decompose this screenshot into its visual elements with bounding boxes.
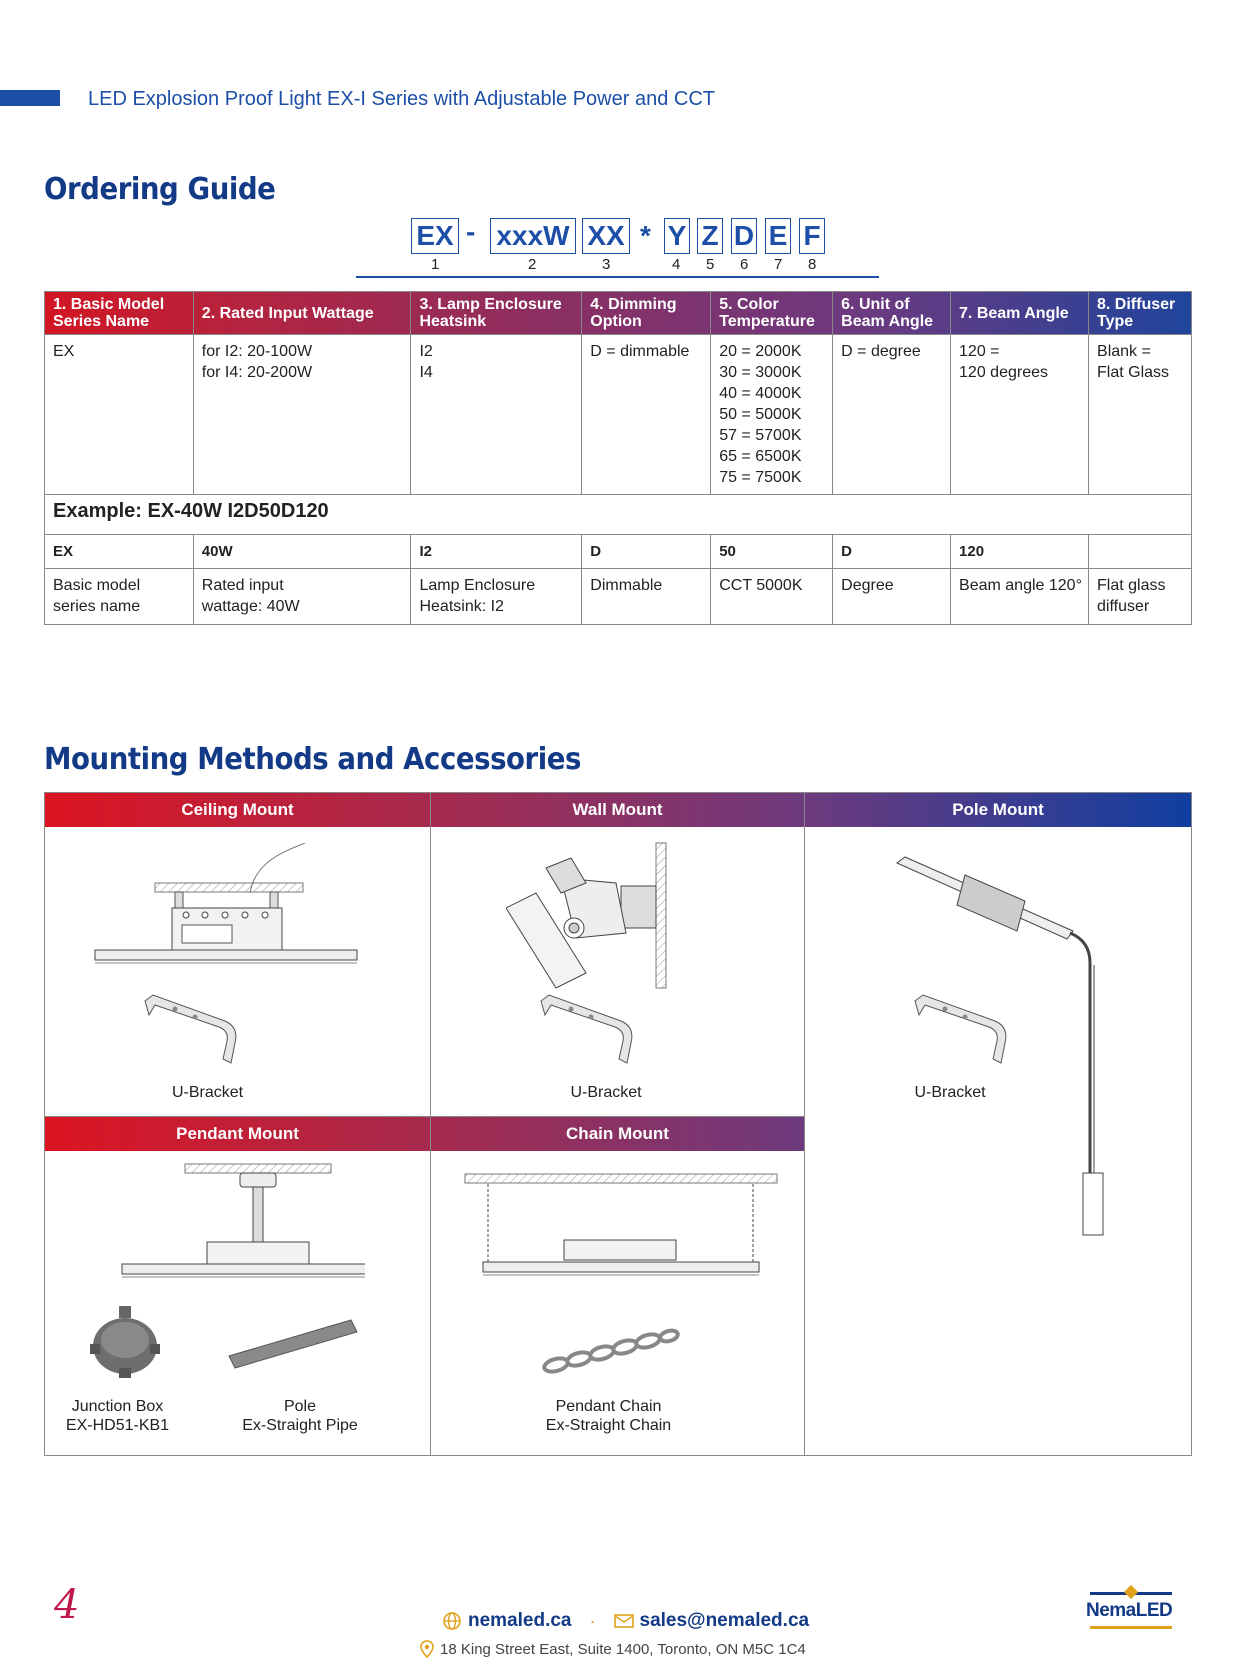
desc-line: Degree [841,577,894,594]
code-box-3: XX [582,218,630,254]
table-header-row [45,292,1192,335]
footer-address-line [420,1640,806,1658]
option-text: EX [53,343,75,360]
code-box-6: D [731,218,757,254]
code-number: 3 [602,256,611,273]
option-text: for I4: 20-200W [201,364,313,381]
header-cell: 7. Beam Angle [951,292,1089,335]
example-code: 40W [193,535,411,569]
wall-accessory-caption: U-Bracket [570,1084,642,1101]
u-bracket-icon [905,993,1025,1073]
option-text: 57 = 5700K [719,427,802,444]
junction-box-caption [45,1397,190,1435]
code-star: * [640,220,651,251]
code-number: 6 [740,256,749,273]
location-pin-icon [420,1640,434,1658]
address-text: 18 King Street East, Suite 1400, Toronto, ON M5C 1C4 [440,1640,806,1658]
code-underline [356,276,879,278]
caption-line: Pendant Chain [555,1398,662,1415]
caption-line: Ex-Straight Pipe [242,1417,358,1434]
logo-text: NemaLED [1086,1600,1173,1621]
table-cell [711,335,833,495]
code-number: 1 [431,256,440,273]
u-bracket-icon [135,993,255,1073]
table-cell [193,335,411,495]
desc-line: wattage: 40W [201,598,300,615]
example-desc [711,569,833,625]
table-cell [833,335,951,495]
desc-line: series name [53,598,141,615]
ceiling-mount-header: Ceiling Mount [45,793,430,827]
nemaled-logo [1082,1592,1178,1632]
chain-icon [541,1327,681,1377]
pole-mount-header: Pole Mount [805,793,1191,827]
chain-mount-cell [430,1116,805,1456]
table-cell [45,335,194,495]
header-cell: 2. Rated Input Wattage [193,292,411,335]
example-desc [193,569,411,625]
example-code: D [833,535,951,569]
header-cell: 8. Diffuser Type [1089,292,1192,335]
chain-mount-drawing [461,1172,781,1282]
mounting-title: Mounting Methods and Accessories [44,742,581,777]
u-bracket-icon [531,993,651,1073]
example-code-row [45,535,1192,569]
example-desc [582,569,711,625]
desc-line: CCT 5000K [719,577,803,594]
ceiling-accessory-caption: U-Bracket [171,1084,244,1101]
header-cell: 5. Color Temperature [711,292,833,335]
email-link[interactable]: sales@nemaled.ca [639,1610,810,1631]
header-cell: 1. Basic Model Series Name [45,292,194,335]
code-box-5: Z [697,218,723,254]
table-cell [951,335,1089,495]
globe-icon [442,1611,462,1631]
ordering-guide-title: Ordering Guide [44,172,276,207]
option-text: 30 = 3000K [719,364,802,381]
pole-pipe-caption [220,1397,380,1435]
wall-mount-header: Wall Mount [431,793,804,827]
caption-line: Ex-Straight Chain [545,1417,672,1434]
desc-line: diffuser [1097,598,1150,615]
option-text: 75 = 7500K [719,469,802,486]
footer-contact-line [442,1610,809,1632]
example-code [1089,535,1192,569]
option-text: I2 [419,343,433,360]
mail-icon [614,1613,634,1629]
footer-separator: · [589,1610,596,1631]
header-cell: 4. Dimming Option [582,292,711,335]
code-box-7: E [765,218,791,254]
desc-line: Lamp Enclosure [419,577,536,594]
example-desc [1089,569,1192,625]
pendant-mount-drawing [75,1162,365,1292]
code-number: 7 [774,256,783,273]
option-text: Flat Glass [1097,364,1170,381]
desc-line: Beam angle 120° [959,577,1082,594]
table-cell [1089,335,1192,495]
caption-line: EX-HD51-KB1 [65,1417,170,1434]
code-box-4: Y [664,218,690,254]
straight-pipe-icon [225,1312,365,1372]
option-text: Blank = [1097,343,1151,360]
code-box-2: xxxW [490,218,576,254]
pendant-mount-cell [44,1116,431,1456]
header-accent-bar [0,90,60,106]
code-dash: - [466,216,476,247]
code-number: 8 [808,256,817,273]
example-title: Example: EX-40W I2D50D120 [45,495,1192,535]
page-number: 4 [54,1582,80,1628]
option-text: 40 = 4000K [719,385,802,402]
example-desc [833,569,951,625]
code-number: 2 [528,256,537,273]
junction-box-icon [85,1302,165,1382]
table-row [45,335,1192,495]
table-cell [582,335,711,495]
ceiling-mount-cell [44,792,431,1117]
code-box-1: EX [411,218,459,254]
caption-line: Junction Box [71,1398,164,1415]
example-desc [411,569,582,625]
header-cell: 3. Lamp Enclosure Heatsink [411,292,582,335]
option-text: 120 degrees [959,364,1048,381]
ordering-table [44,291,1192,625]
example-desc [951,569,1089,625]
caption-line: Pole [283,1398,317,1415]
desc-line: Flat glass [1097,577,1166,594]
example-desc-row [45,569,1192,625]
wall-mount-drawing [506,838,706,998]
ceiling-mount-drawing [90,843,360,973]
example-code: 120 [951,535,1089,569]
option-text: 120 = [959,343,1000,360]
option-text: 50 = 5000K [719,406,802,423]
pole-mount-cell [804,792,1192,1456]
desc-line: Basic model [53,577,141,594]
wall-mount-cell [430,792,805,1117]
website-link[interactable]: nemaled.ca [468,1610,572,1631]
example-code: I2 [411,535,582,569]
example-code: EX [45,535,194,569]
pole-accessory-caption: U-Bracket [914,1084,986,1101]
desc-line: Dimmable [590,577,663,594]
code-number: 4 [672,256,681,273]
example-code: D [582,535,711,569]
pendant-mount-header: Pendant Mount [45,1117,430,1151]
chain-mount-header: Chain Mount [431,1117,804,1151]
option-text: 20 = 2000K [719,343,802,360]
header-title: LED Explosion Proof Light EX-I Series with Adjustable Power and CCT [88,88,715,110]
option-text: I4 [419,364,433,381]
pendant-chain-caption [431,1397,786,1435]
desc-line: Rated input [201,577,284,594]
code-number: 5 [706,256,715,273]
option-text: 65 = 6500K [719,448,802,465]
example-desc [45,569,194,625]
table-cell [411,335,582,495]
option-text: for I2: 20-100W [201,343,313,360]
option-text: D = dimmable [590,343,690,360]
example-title-row [45,495,1192,535]
header-cell: 6. Unit of Beam Angle [833,292,951,335]
option-text: D = degree [841,343,921,360]
code-box-8: F [799,218,825,254]
desc-line: Heatsink: I2 [419,598,504,615]
example-code: 50 [711,535,833,569]
